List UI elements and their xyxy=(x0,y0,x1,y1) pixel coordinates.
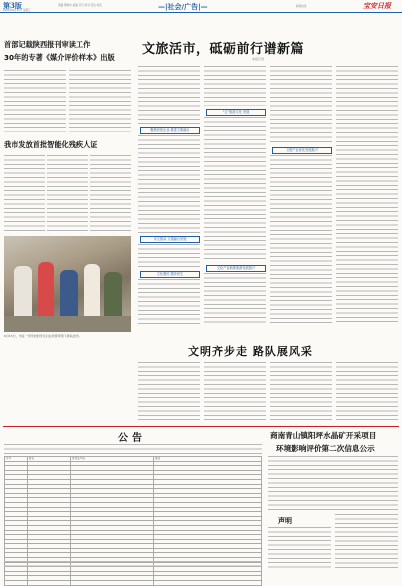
lead-body-col1c xyxy=(138,244,200,268)
statement-body-1 xyxy=(268,527,331,569)
lead-body-col1b xyxy=(138,135,200,233)
editor-line: 责编 郭晓华 美编 付可 校对 范洁 电话 xyxy=(58,4,102,7)
left-article2-title: 我市发放首批智能化残疾人证 xyxy=(4,140,98,149)
lead-body-col2a xyxy=(204,66,266,106)
lead-headline: 文旅活市，砥砺前行谱新篇 xyxy=(142,42,305,57)
lead-body-col3b xyxy=(270,155,332,325)
left-article2-body-col2 xyxy=(47,155,88,233)
notice-footer xyxy=(4,561,262,570)
notice-col-header: 序号 xyxy=(5,457,28,462)
left-article2-body-col3 xyxy=(90,155,131,233)
news-photo xyxy=(4,236,131,332)
lead-body-col3a xyxy=(270,66,332,144)
lead-subhead-6: 文化惠民 服务民生 xyxy=(140,271,200,278)
notice-title: 公告 xyxy=(118,433,146,444)
paper-logo: 宝安日报 xyxy=(363,1,391,10)
feature-body-col1 xyxy=(138,362,200,420)
section-divider xyxy=(3,426,399,427)
left-article-title-2: 30年的专著《媒介评价样本》出版 xyxy=(4,53,115,62)
lead-subhead-1: 聚焦民营企业 推进文旅融合 xyxy=(140,127,200,134)
notice-col-header: 备注 xyxy=(154,457,262,462)
lead-subhead-2: 市文旅局 文旅融合发展 xyxy=(140,236,200,243)
section-label: —|社会/广告|— xyxy=(158,3,208,11)
lead-subhead-5: 文化产业助推旅游发展振兴 xyxy=(206,265,266,272)
lead-body-col2c xyxy=(204,273,266,325)
statement-body-2 xyxy=(335,514,398,569)
issue-date: 2020年6月17日 星期三 xyxy=(3,9,31,12)
statement-title: 声明 xyxy=(278,517,292,525)
left-article-body-col1 xyxy=(4,70,66,132)
lead-subhead-3: “五”旅游文化 发展 xyxy=(206,109,266,116)
hotline: 新闻热线 xyxy=(296,5,307,8)
feature-body-col4 xyxy=(336,362,398,420)
notice-intro xyxy=(4,444,262,454)
lead-body-col1a xyxy=(138,66,200,124)
feature-headline: 文明齐步走 路队展风采 xyxy=(188,345,313,358)
left-article2-body-col1 xyxy=(4,155,45,233)
feature-body-col2 xyxy=(204,362,266,420)
page-number: 第3版 xyxy=(3,1,22,10)
lead-body-col1d xyxy=(138,279,200,325)
notice-col-header: 身份证号码 xyxy=(71,457,154,462)
feature-body-col3 xyxy=(270,362,332,420)
photo-caption: 6月15日，市区一所学校的学生们在老师带领下排队放学。 xyxy=(4,334,82,338)
left-article-body-col2 xyxy=(69,70,131,132)
lead-body-col4 xyxy=(336,66,398,325)
eia-title-1: 商南青山镇阳坪水晶矿开采项目 xyxy=(270,431,377,440)
notice-col-header: 姓名 xyxy=(28,457,71,462)
left-article-title-1: 首部记载陕西报刊审读工作 xyxy=(4,40,91,49)
eia-body xyxy=(268,456,398,510)
lead-subhead-4: 文旅产业优化发展振兴 xyxy=(272,147,332,154)
masthead xyxy=(0,0,402,13)
lead-body-col2b xyxy=(204,117,266,262)
eia-title-2: 环境影响评价第二次信息公示 xyxy=(276,444,375,453)
lead-byline: 本报记者 xyxy=(252,57,265,61)
